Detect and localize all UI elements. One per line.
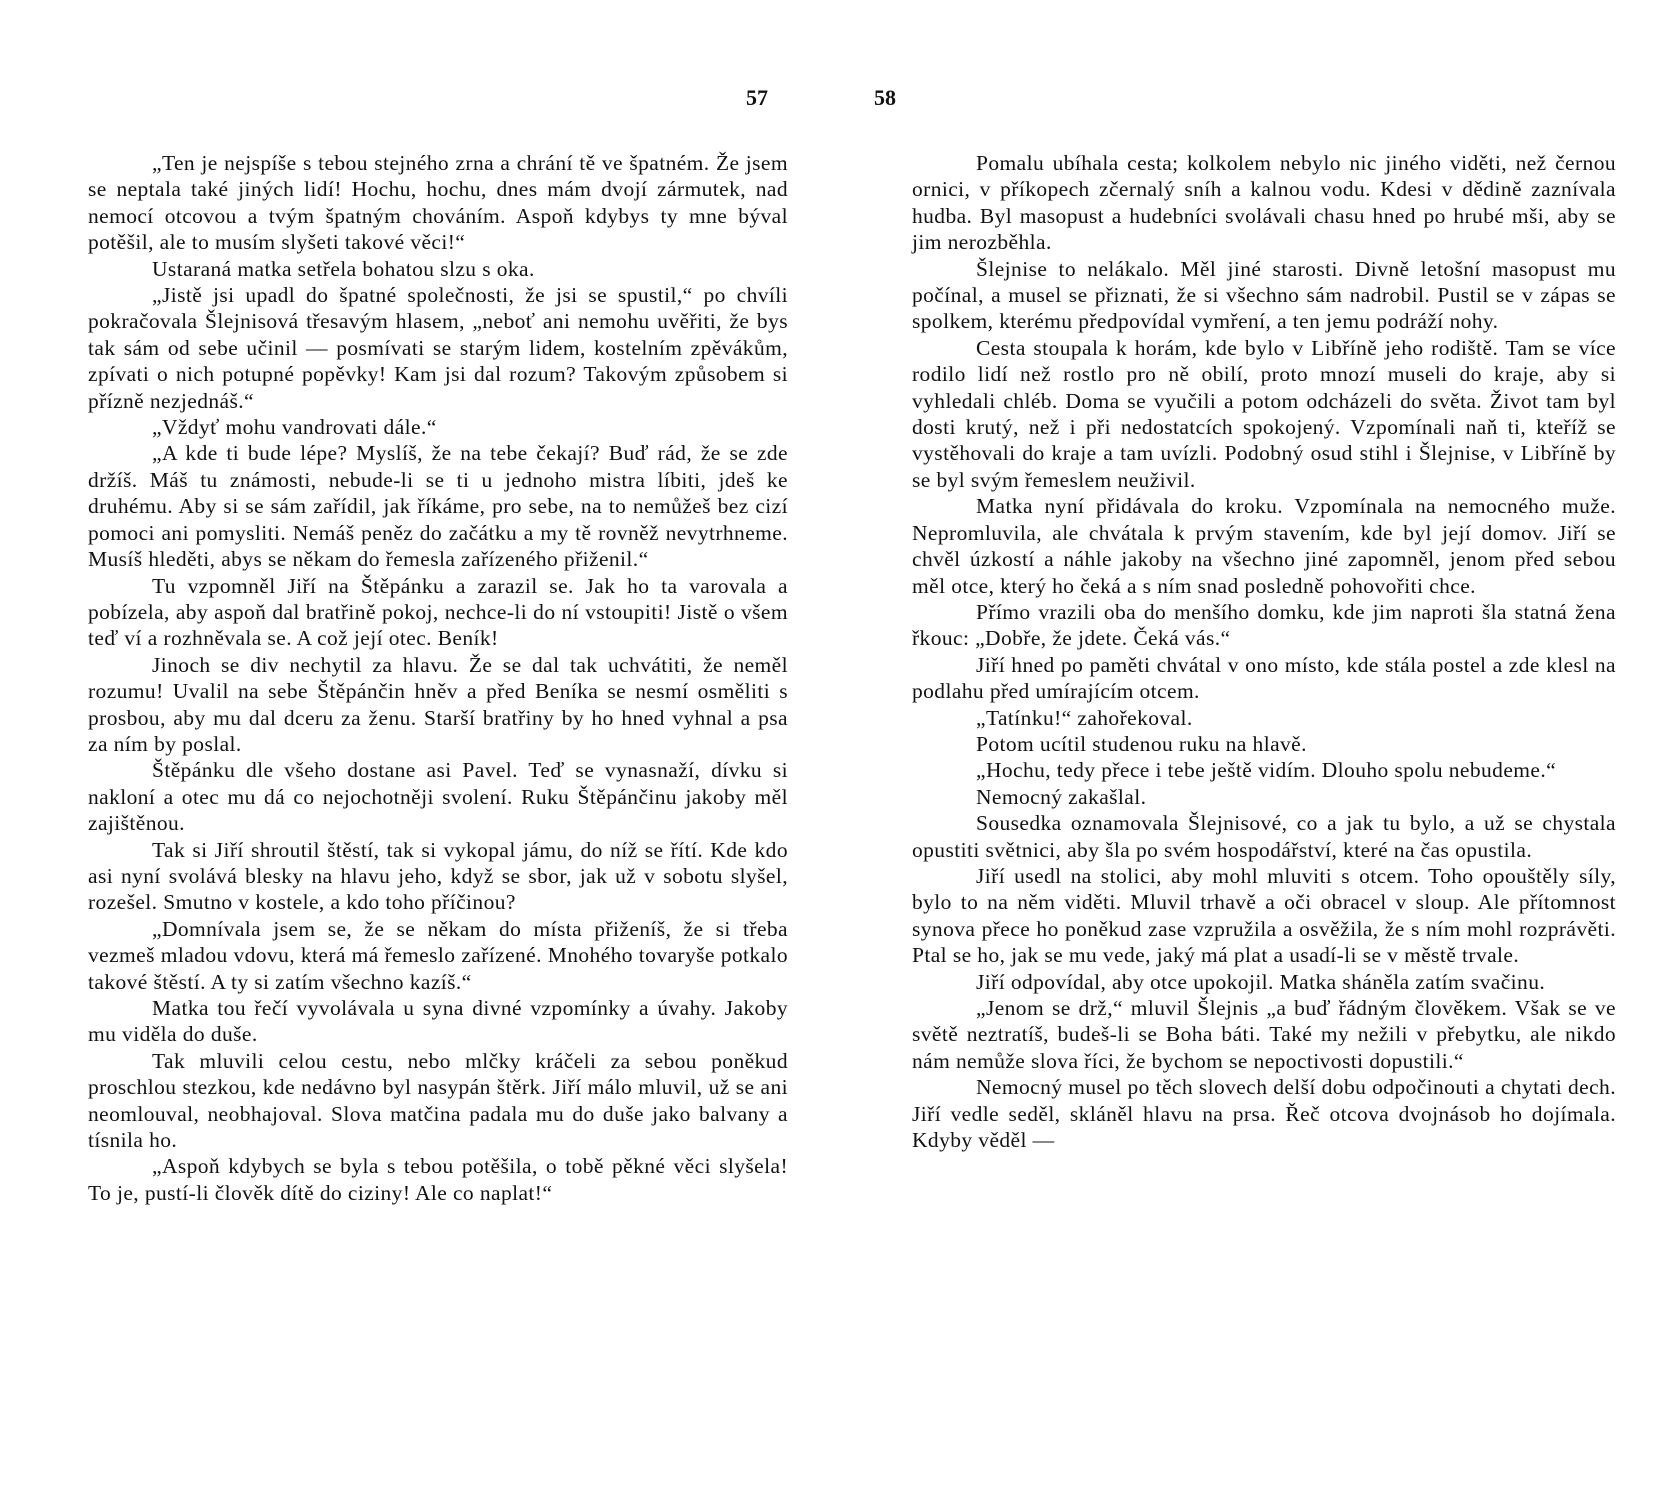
paragraph: Tu vzpomněl Jiří na Štěpánku a zarazil se. Jak ho ta varovala a pobízela, aby aspoň dal bratřině pokoj, nechce-li do ní vstoupiti! Jistě o všem teď ví a rozhněvala se. A což její otec. Beník! bbox=[88, 573, 788, 651]
left-page-text bbox=[88, 150, 788, 1206]
right-page-text bbox=[912, 150, 1616, 1153]
paragraph: Ustaraná matka setřela bohatou slzu s oka. bbox=[152, 256, 535, 281]
page-number-left: 57 bbox=[746, 85, 768, 110]
paragraph: Jiří hned po paměti chvátal v ono místo, kde stála postel a zde klesl na podlahu před umírajícím otcem. bbox=[912, 652, 1616, 704]
paragraph: „Vždyť mohu vandrovati dále.“ bbox=[152, 415, 437, 440]
paragraph: Cesta stoupala k horám, kde bylo v Libříně jeho rodiště. Tam se více rodilo lidí než rostlo pro ně obilí, proto mnozí museli do kraje, aby si vyhledali chléb. Doma se vyučili a potom odcházeli do světa. Život tam byl dosti krutý, než i při nedostatcích spokojený. Vzpomínali naň ti, kteříž se vystěhovali do kraje a tam uvízli. Podobný osud stihl i Šlejnise, v Libříně by se byl svým řemeslem neuživil. bbox=[912, 335, 1616, 492]
paragraph: Štěpánku dle všeho dostane asi Pavel. Teď se vynasnaží, dívku si nakloní a otec mu dá co nejochotněji svolení. Ruku Štěpánčinu jakoby měl zajištěnou. bbox=[88, 758, 788, 836]
paragraph: „Jenom se drž,“ mluvil Šlejnis „a buď řádným člověkem. Však se ve světě neztratíš, budeš-li se Boha báti. Také my nežili v přebytku, ale nikdo nám nemůže slova říci, že bychom se nepoctivosti dopustili.“ bbox=[912, 996, 1616, 1073]
paragraph: Matka nyní přidávala do kroku. Vzpomínala na nemocného muže. Nepromluvila, ale chvátala k prvým stavením, kde byl její domov. Jiří se chvěl úzkostí a náhle jakoby na všechno jiné zapomněl, jenom před sebou měl otce, který ho čeká a s ním snad posledně pohovořiti chce. bbox=[912, 494, 1616, 598]
paragraph: „Domnívala jsem se, že se někam do místa přiženíš, že si třeba vezmeš mladou vdovu, která má řemeslo zařízené. Mnohého tovaryše potkalo takové štěstí. A ty si zatím všechno kazíš.“ bbox=[88, 916, 788, 994]
paragraph: Nemocný zakašlal. bbox=[976, 784, 1147, 809]
paragraph: Pomalu ubíhala cesta; kolkolem nebylo nic jiného viděti, než černou ornici, v příkopech zčernalý sníh a kalnou vodu. Kdesi v dědině zaznívala hudba. Byl masopust a hudebníci svolávali chasu hned po hrubé mši, aby se jim nerozběhla. bbox=[912, 151, 1616, 255]
paragraph: Tak mluvili celou cestu, nebo mlčky kráčeli za sebou poněkud proschlou stezkou, kde nedávno byl nasypán štěrk. Jiří málo mluvil, už se ani neomlouval, neobhajoval. Slova matčina padala mu do duše jako balvany a tísnila ho. bbox=[88, 1048, 788, 1153]
paragraph: Jinoch se div nechytil za hlavu. Že se dal tak uchvátiti, že neměl rozumu! Uvalil na sebe Štěpánčin hněv a před Beníka se nesmí osměliti s prosbou, aby mu dal dceru za ženu. Starší bratřiny by ho hned vyhnal a psa za ním by poslal. bbox=[88, 652, 788, 756]
paragraph: Sousedka oznamovala Šlejnisové, co a jak tu bylo, a už se chystala opustiti světnici, aby šla po svém hospodářství, které na čas opustila. bbox=[912, 811, 1616, 862]
paragraph: „A kde ti bude lépe? Myslíš, že na tebe čekají? Buď rád, že se zde držíš. Máš tu známosti, nebude-li se ti u jednoho mistra líbiti, jdeš ke druhému. Aby si se sám zařídil, jak říkáme, pro sebe, na to nemůžeš bez cizí pomoci ani pomysliti. Nemáš peněz do začátku a my tě rovněž nevytrhneme. Musíš hleděti, abys se někam do řemesla zařízeného přiženil.“ bbox=[88, 441, 788, 572]
paragraph: Přímo vrazili oba do menšího domku, kde jim naproti šla statná žena řkouc: „Dobře, že jdete. Čeká vás.“ bbox=[912, 599, 1616, 651]
paragraph: Tak si Jiří shroutil štěstí, tak si vykopal jámu, do níž se řítí. Kde kdo asi nyní svolává blesky na hlavu jeho, když se sbor, jak už v sobotu slyšel, rozešel. Smutno v kostele, a kdo toho příčinou? bbox=[88, 837, 788, 915]
paragraph: „Ten je nejspíše s tebou stejného zrna a chrání tě ve špatném. Že jsem se neptala také jiných lidí! Hochu, hochu, dnes mám dvojí zármutek, nad nemocí otcovou a tvým špatným chováním. Aspoň kdybys ty mne býval potěšil, ale to musím slyšeti takové věci!“ bbox=[88, 151, 788, 255]
paragraph: Matka tou řečí vyvolávala u syna divné vzpomínky a úvahy. Jakoby mu viděla do duše. bbox=[88, 996, 788, 1047]
paragraph: Šlejnise to nelákalo. Měl jiné starosti. Divně letošní masopust mu počínal, a musel se přiznati, že si všechno sám nadrobil. Pustil se v zápas se spolkem, kterému předpovídal vymření, a ten jemu podráží nohy. bbox=[912, 256, 1616, 334]
page-number-right: 58 bbox=[874, 85, 896, 110]
paragraph: Jiří odpovídal, aby otce upokojil. Matka sháněla zatím svačinu. bbox=[976, 969, 1546, 994]
paragraph: Potom ucítil studenou ruku na hlavě. bbox=[976, 731, 1307, 756]
paragraph: „Aspoň kdybych se byla s tebou potěšila, o tobě pěkné věci slyšela! To je, pustí-li člověk dítě do ciziny! Ale co naplat!“ bbox=[88, 1154, 788, 1205]
paragraph: Nemocný musel po těch slovech delší dobu odpočinouti a chytati dech. Jiří vedle seděl, skláněl hlavu na prsa. Řeč otcova dvojnásob ho dojímala. Kdyby věděl — bbox=[912, 1075, 1616, 1153]
paragraph: „Tatínku!“ zahořekoval. bbox=[976, 705, 1193, 730]
paragraph: Jiří usedl na stolici, aby mohl mluviti s otcem. Toho opouštěly síly, bylo to na něm viděti. Mluvil trhavě a oči obracel v sloup. Ale přítomnost synova přece ho poněkud zase vzpružila a osvěžila, že s ním mohl rozprávěti. Ptal se ho, jak se mu vede, jaký má plat a usadí-li se v městě trvale. bbox=[912, 863, 1616, 968]
paragraph: „Hochu, tedy přece i tebe ještě vidím. Dlouho spolu nebudeme.“ bbox=[976, 758, 1557, 783]
right-page bbox=[836, 0, 1672, 1500]
paragraph: „Jistě jsi upadl do špatné společnosti, že jsi se spustil,“ po chvíli pokračovala Šlejnisová třesavým hlasem, „neboť ani nemohu uvěřiti, že bys tak sám od sebe učinil — posmívati se starým lidem, kostelním zpěvákům, zpívati o nich potupné popěvky! Kam jsi dal rozum? Takovým způsobem si přízně nezjednáš.“ bbox=[88, 283, 788, 413]
